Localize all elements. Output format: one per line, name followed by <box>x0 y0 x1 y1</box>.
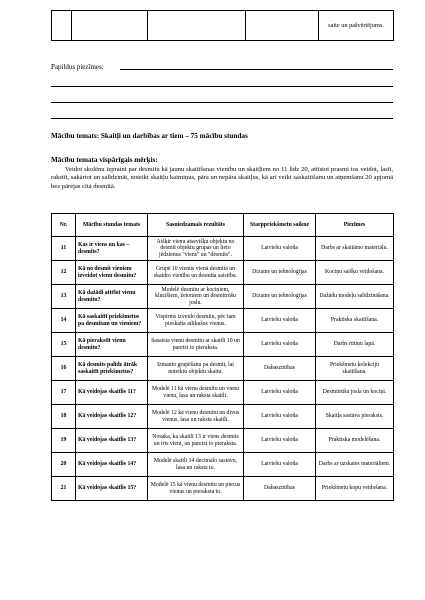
row-link: Dizains un tehnoloģijas <box>244 261 316 285</box>
table-row <box>52 285 394 309</box>
row-result: Vispirms izveido desmitu, pēc tam pieskaita atlikušos vienus. <box>148 309 244 333</box>
table-header-row <box>52 214 394 237</box>
row-result: Atšķir vienu atsevišķu objektu no desmit objektu grupas un lieto jēdzienus "viens" un "desmits". <box>148 237 244 261</box>
table-row <box>52 477 394 501</box>
row-nr: 11 <box>52 237 76 261</box>
previous-table-continuation <box>51 10 394 41</box>
row-nr: 13 <box>52 285 76 309</box>
table-cell <box>72 11 148 41</box>
row-result: Modelē 15 kā vienu desmitu un piecus vienus un pieraksta to. <box>148 477 244 501</box>
row-topic: Kā veidojas skaitlis 13? <box>76 429 148 453</box>
header-link: Starppriekšmetu saikne <box>244 214 316 237</box>
goal-paragraph: Veidot skolēnu izpratni par desmitu kā jaunu skaitīšanas vienību un skaitļiem no 11 līdz 20, attīstot prasmi tos veidot, lasīt, rakstīt, sakārtot un salīdzināt, noteikt skaitļu kaimiņus, pāra un nepāra skaitļus, kā arī veikt saskaitīšanu un atņemšanu 20 apjomā bez pārejas citā desmitā. <box>51 166 393 190</box>
goal-title: Mācību temata vispārīgais mērķis: <box>51 156 158 164</box>
table-row <box>52 237 394 261</box>
row-link: Latviešu valoda <box>244 309 316 333</box>
row-note: Darbs ar uzskates materiāliem. <box>316 453 394 477</box>
row-nr: 17 <box>52 381 76 405</box>
notes-line-3 <box>51 102 393 103</box>
row-link: Dabaszinības <box>244 357 316 381</box>
row-link: Dabaszinības <box>244 477 316 501</box>
row-link: Latviešu valoda <box>244 381 316 405</box>
row-result: Sasaista vienu desmitu ar skaitli 10 un pareizi to pieraksta. <box>148 333 244 357</box>
row-result: Modelē skaitli 14 decimālo sastāvu, lasa un raksta to. <box>148 453 244 477</box>
row-nr: 16 <box>52 357 76 381</box>
table-row <box>52 453 394 477</box>
row-nr: 18 <box>52 405 76 429</box>
table-cell <box>246 11 319 41</box>
row-topic: Kā veidojas skaitlis 11? <box>76 381 148 405</box>
row-topic: Kā veidojas skaitlis 14? <box>76 453 148 477</box>
row-topic: Kā saskaitīt priekšmetus pa desmitam un vieniem? <box>76 309 148 333</box>
row-note: Dažādu modeļu salīdzināšana. <box>316 285 394 309</box>
row-nr: 19 <box>52 429 76 453</box>
header-topic: Mācību stundas temats <box>76 214 148 237</box>
notes-label: Papildus piezīmes: <box>51 63 104 71</box>
table-row <box>52 309 394 333</box>
row-note: Priekšmetu kolekciju skaitīšana. <box>316 357 394 381</box>
lesson-table <box>51 213 394 501</box>
row-result: Modelē desmitu ar kociņiem, klucīšiem, žetoniem un desmitrūšu joslu. <box>148 285 244 309</box>
row-topic: Kas ir viens un kas – desmits? <box>76 237 148 261</box>
row-link: Latviešu valoda <box>244 429 316 453</box>
row-link: Latviešu valoda <box>244 405 316 429</box>
notes-line-2 <box>51 86 393 87</box>
row-nr: 12 <box>52 261 76 285</box>
row-note: Darbs ar skaitāmo materiālu. <box>316 237 394 261</box>
row-topic: Kā no desmit vieniem izveidot vienu desmitu? <box>76 261 148 285</box>
row-link: Latviešu valoda <box>244 333 316 357</box>
row-link: Latviešu valoda <box>244 237 316 261</box>
table-row <box>52 261 394 285</box>
row-note: Priekšmetu kopu veidošana. <box>316 477 394 501</box>
row-result: Modelē 12 kā vienu desmitu un divus vienus, lasa un raksta skaitli. <box>148 405 244 429</box>
row-result: Modelē 11 kā vienu desmitu un vienu vienu, lasa un raksta skaitli. <box>148 381 244 405</box>
table-row <box>52 11 394 41</box>
row-result: Grupē 10 vienus vienā desmitā un skaidro vienību un desmita saistību. <box>148 261 244 285</box>
row-note: Praktiska skaitīšana. <box>316 309 394 333</box>
row-result: Izmanto grupēšanu pa desmit, lai noteiktu objektu skaitu. <box>148 357 244 381</box>
row-note: Darbs rūtiņu lapā. <box>316 333 394 357</box>
topic-title: Mācību temats: Skaitļi un darbības ar tiem – 75 mācību stundas <box>51 132 248 140</box>
table-row <box>52 333 394 357</box>
row-topic: Kā desmits palīdz ātrāk saskaitīt priekšmetus? <box>76 357 148 381</box>
row-link: Dizains un tehnoloģijas <box>244 285 316 309</box>
row-topic: Kā veidojas skaitlis 15? <box>76 477 148 501</box>
row-note: Desmitrūšu josla un kociņi. <box>316 381 394 405</box>
row-nr: 20 <box>52 453 76 477</box>
header-nr: Nr. <box>52 214 76 237</box>
table-cell <box>148 11 246 41</box>
header-notes: Piezīmes <box>316 214 394 237</box>
table-row <box>52 405 394 429</box>
table-cell <box>52 11 72 41</box>
notes-line-1 <box>120 69 393 70</box>
row-note: Kociņu saišķu veidošana. <box>316 261 394 285</box>
row-link: Latviešu valoda <box>244 453 316 477</box>
table-row <box>52 357 394 381</box>
row-topic: Kā pierakstīt vienu desmitu? <box>76 333 148 357</box>
row-result: Nosaka, ka skaitlī 13 ir viens desmits un trīs vieni, un pareizi to pieraksta. <box>148 429 244 453</box>
row-topic: Kā dažādi attēlot vienu desmitu? <box>76 285 148 309</box>
table-row <box>52 429 394 453</box>
row-nr: 14 <box>52 309 76 333</box>
table-cell-notes: saite un pašvērtējums. <box>319 11 394 41</box>
row-topic: Kā veidojas skaitlis 12? <box>76 405 148 429</box>
row-nr: 21 <box>52 477 76 501</box>
table-row <box>52 381 394 405</box>
row-note: Praktiska modelēšana. <box>316 429 394 453</box>
notes-line-4 <box>51 118 393 119</box>
row-nr: 15 <box>52 333 76 357</box>
header-result: Sasniedzamais rezultāts <box>148 214 244 237</box>
row-note: Skaitļa sastāva pieraksts. <box>316 405 394 429</box>
